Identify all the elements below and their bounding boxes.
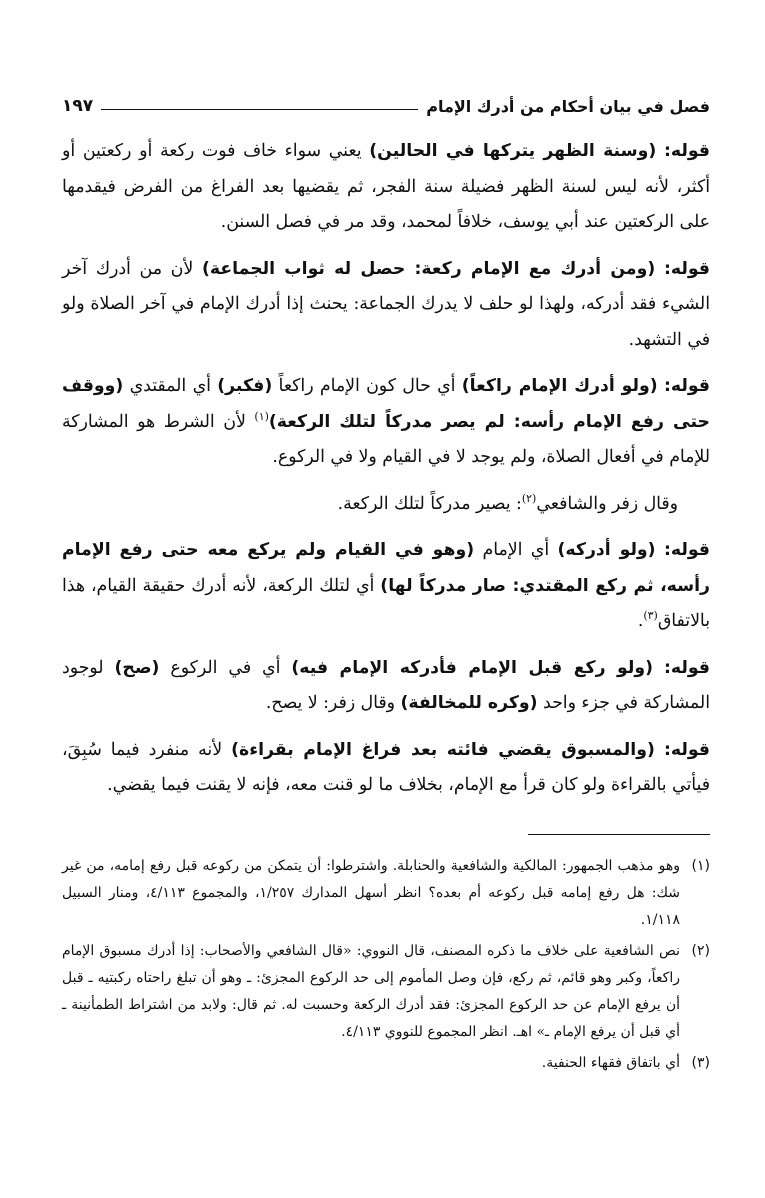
matn-quote: (فكبر) [217,376,273,396]
commentary-text: لوجود المشاركة في جزء واحد [62,657,710,713]
matn-quote: (ولو أدركه) [557,540,656,560]
footnote-separator [528,834,710,835]
qawluhu-lead: قوله: [663,141,710,161]
page-number: ١٩٧ [62,96,94,116]
footnote-ref: (١) [254,409,269,423]
paragraph [62,134,710,241]
matn-quote: (ولو ركع قبل الإمام فأدركه الإمام فيه) [291,657,653,678]
commentary-text: : يصير مدركاً لتلك الركعة. [337,493,522,514]
qawluhu-lead: قوله: [663,540,710,560]
commentary-text: أي في الركوع [159,657,292,678]
paragraph [62,533,710,640]
footnote-text: نص الشافعية على خلاف ما ذكره المصنف، قال النووي: «قال الشافعي والأصحاب: إذا أدرك مسبوق الإمام راكعاً، وكبر وهو قائم، ثم ركع، فإن وصل المأموم إلى حد الركوع المجزئ: ـ وهو أن تبلغ راحتاه ركبتيه ـ قبل أن يرفع الإمام عن حد الركوع المجزئ: فقد أدرك الركعة وحسبت له. ثم قال: ولابد من اشتراط الطمأنينة ـ أي قبل أن يرفع الإمام ـ» اهـ. انظر المجموع للنووي ٤/١١٣. [62,942,680,1040]
footnote-text: أي باتفاق فقهاء الحنفية. [541,1054,680,1071]
commentary-text [655,740,664,760]
matn-quote: (صح) [114,657,160,678]
matn-quote: (وكره للمخالفة) [400,693,538,713]
footnote [62,1050,710,1077]
paragraph [62,651,710,722]
commentary-text: يعني سواء خاف فوت ركعة أو ركعتين أو أكثر، لأنه ليس لسنة الظهر فضيلة سنة الفجر، ثم يقضيها بعد الفراغ من الفرض فيقدمها على الركعتين عند أبي يوسف، خلافاً لمحمد، وقد مر في فصل السنن. [62,141,710,232]
commentary-text: لأن الشرط هو المشاركة للإمام في أفعال الصلاة، ولم يوجد لا في القيام ولا في الركوع. [62,411,710,467]
commentary-text: أي حال كون الإمام راكعاً [272,376,462,396]
matn-quote: (وهو في القيام ولم يركع معه حتى رفع الإمام رأسه، ثم ركع المقتدي: صار مدركاً لها) [62,540,710,596]
commentary-text [656,141,664,161]
commentary-text: وقال زفر: لا يصح. [265,693,401,713]
footnote [62,938,710,1046]
footnote [62,853,710,934]
qawluhu-lead: قوله: [663,376,710,396]
footnote-number: (٣) [691,1054,710,1071]
commentary-text: أي لتلك الركعة، لأنه أدرك حقيقة القيام، هذا بالاتفاق [62,575,710,631]
qawluhu-lead: قوله: [663,657,710,678]
qawluhu-lead: قوله: [663,258,710,279]
commentary-text: أي الإمام [474,540,558,560]
matn-quote: (ومن أدرك مع الإمام ركعة: حصل له ثواب الجماعة) [201,258,656,279]
footnotes [62,853,710,1077]
commentary-text: أي المقتدي [123,376,218,396]
paragraph [62,369,710,476]
commentary-text: . [637,611,644,631]
commentary-text [656,540,664,560]
paragraph [62,487,710,523]
matn-quote: (وسنة الظهر يتركها في الحالين) [369,141,657,161]
matn-quote: (والمسبوق يقضي فائته بعد فراغ الإمام بقراءة) [231,739,655,760]
chapter-title: فصل في بيان أحكام من أدرك الإمام [426,97,710,116]
commentary-text: وقال زفر والشافعي [536,493,678,514]
commentary-text [653,658,664,678]
footnote-ref: (٢) [521,491,537,505]
matn-quote: (ولو أدرك الإمام راكعاً) [461,376,658,396]
commentary-text [655,259,664,279]
qawluhu-lead: قوله: [663,739,710,760]
footnote-number: (١) [691,857,710,874]
footnote-ref: (٣) [643,609,658,623]
matn-quote: (ووقف حتى رفع الإمام رأسه: لم يصر مدركاً لتلك الركعة) [62,376,711,432]
running-header [62,86,710,116]
footnote-text: وهو مذهب الجمهور: المالكية والشافعية والحنابلة. واشترطوا: أن يتمكن من ركوعه قبل رفع إمامه، من غير شك: هل رفع إمامه قبل ركوعه أم بعده؟ انظر أسهل المدارك ١/٢٥٧، والمجموع ٤/١١٣، ومنار السبيل ١/١١٨. [62,857,680,928]
main-text [62,134,710,804]
header-rule [101,109,418,110]
paragraph [62,733,710,804]
book-page [62,86,710,1081]
paragraph [62,252,710,359]
commentary-text: لأنه منفرد فيما سُبِقَ، فيأتي بالقراءة ولو كان قرأ مع الإمام، بخلاف ما لو قنت معه، فإنه لا يقنت فيما يقضي. [62,739,710,795]
footnote-number: (٢) [691,942,710,959]
commentary-text: لأن من أدرك آخر الشيء فقد أدركه، ولهذا لو حلف لا يدرك الجماعة: يحنث إذا أدرك الإمام في آخر الصلاة ولو في التشهد. [62,258,710,350]
